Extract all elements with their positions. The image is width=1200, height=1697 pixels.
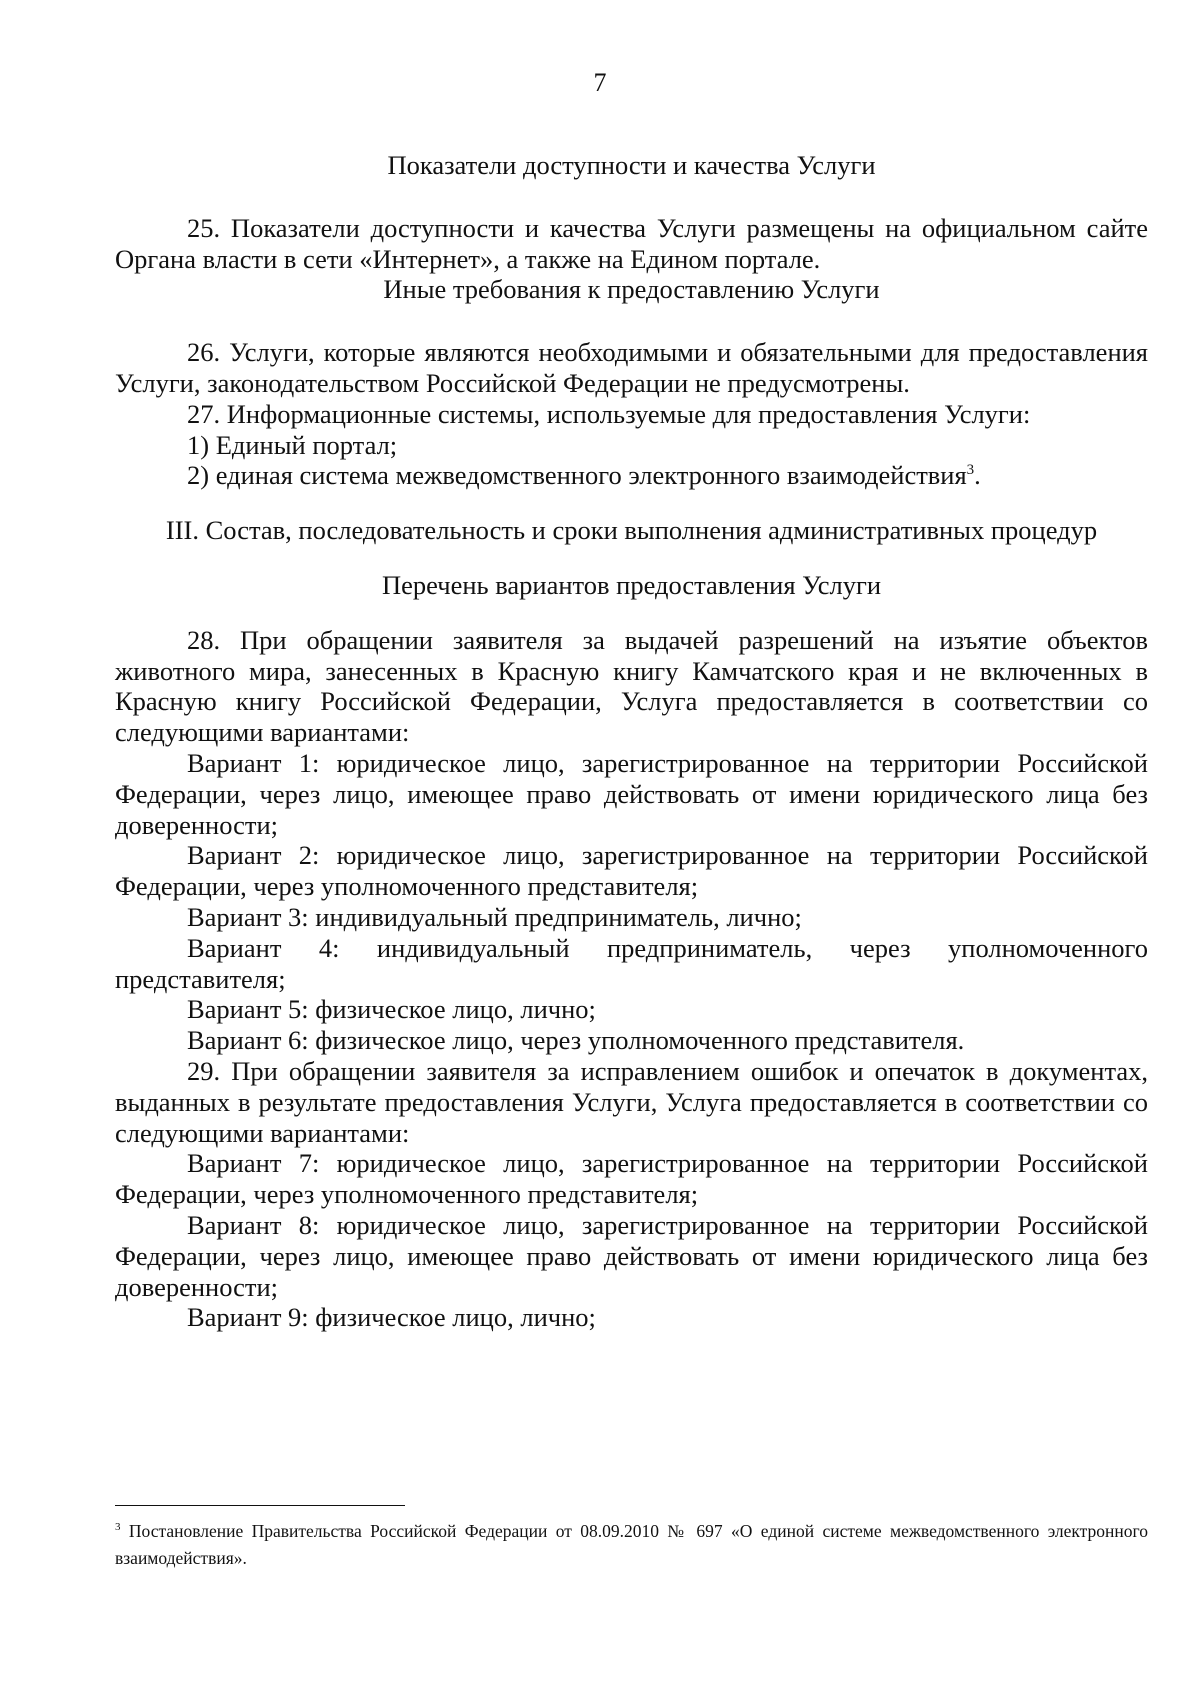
- paragraph-26: 26. Услуги, которые являются необходимыми и обязательными для предоставления Услуги, законодательством Российской Федерации не предусмотрены.: [115, 337, 1148, 398]
- chapter-heading-iii: III. Состав, последовательность и сроки выполнения административных процедур: [165, 515, 1098, 546]
- variant-3: Вариант 3: индивидуальный предприниматель, лично;: [187, 901, 802, 932]
- paragraph-27-item-2-text: 2) единая система межведомственного электронного взаимодействия: [187, 460, 967, 491]
- paragraph-27-item-2-end: .: [974, 460, 981, 491]
- paragraph-27-item-2: [115, 460, 1148, 491]
- paragraph-28: 28. При обращении заявителя за выдачей разрешений на изъятие объектов животного мира, занесенных в Красную книгу Камчатского края и не включенных в Красную книгу Российской Федерации, Услуга предоставляется в соответствии со следующими вариантами:: [115, 624, 1148, 748]
- section-heading-variants: Перечень вариантов предоставления Услуги: [381, 569, 881, 600]
- section-heading-accessibility: Показатели доступности и качества Услуги: [387, 150, 876, 180]
- paragraph-29: 29. При обращении заявителя за исправлением ошибок и опечаток в документах, выданных в результате предоставления Услуги, Услуга предоставляется в соответствии со следующими вариантами:: [115, 1055, 1148, 1148]
- variant-5: Вариант 5: физическое лицо, лично;: [187, 994, 596, 1025]
- section-heading-other-requirements: Иные требования к предоставлению Услуги: [383, 274, 880, 305]
- variant-2: Вариант 2: юридическое лицо, зарегистрированное на территории Российской Федерации, через уполномоченного представителя;: [115, 840, 1148, 902]
- paragraph-27-item-1: 1) Единый портал;: [187, 429, 398, 460]
- variant-4: Вариант 4: индивидуальный предприниматель, через уполномоченного представителя;: [115, 932, 1148, 994]
- variant-6: Вариант 6: физическое лицо, через уполномоченного представителя.: [187, 1025, 965, 1056]
- footnote-divider: [115, 1505, 405, 1506]
- document-body: [115, 150, 1148, 1333]
- footnote-text: Постановление Правительства Российской Федерации от 08.09.2010 № 697 «О единой системе межведомственного электронного взаимодействия».: [115, 1521, 1148, 1568]
- variant-7: Вариант 7: юридическое лицо, зарегистрированное на территории Российской Федерации, через уполномоченного представителя;: [115, 1148, 1148, 1210]
- page-number: 7: [593, 68, 607, 97]
- footnote-reference[interactable]: 3: [966, 462, 975, 479]
- footnote: [115, 1518, 1148, 1572]
- variant-8: Вариант 8: юридическое лицо, зарегистрированное на территории Российской Федерации, через лицо, имеющее право действовать от имени юридического лица без доверенности;: [115, 1209, 1148, 1302]
- paragraph-25: 25. Показатели доступности и качества Услуги размещены на официальном сайте Органа власти в сети «Интернет», а также на Едином портале.: [115, 212, 1148, 274]
- paragraph-27: 27. Информационные системы, используемые для предоставления Услуги:: [187, 398, 1031, 429]
- variant-1: Вариант 1: юридическое лицо, зарегистрированное на территории Российской Федерации, через лицо, имеющее право действовать от имени юридического лица без доверенности;: [115, 747, 1148, 840]
- variant-9: Вариант 9: физическое лицо, лично;: [187, 1302, 596, 1333]
- footnote-marker: 3: [115, 1521, 121, 1534]
